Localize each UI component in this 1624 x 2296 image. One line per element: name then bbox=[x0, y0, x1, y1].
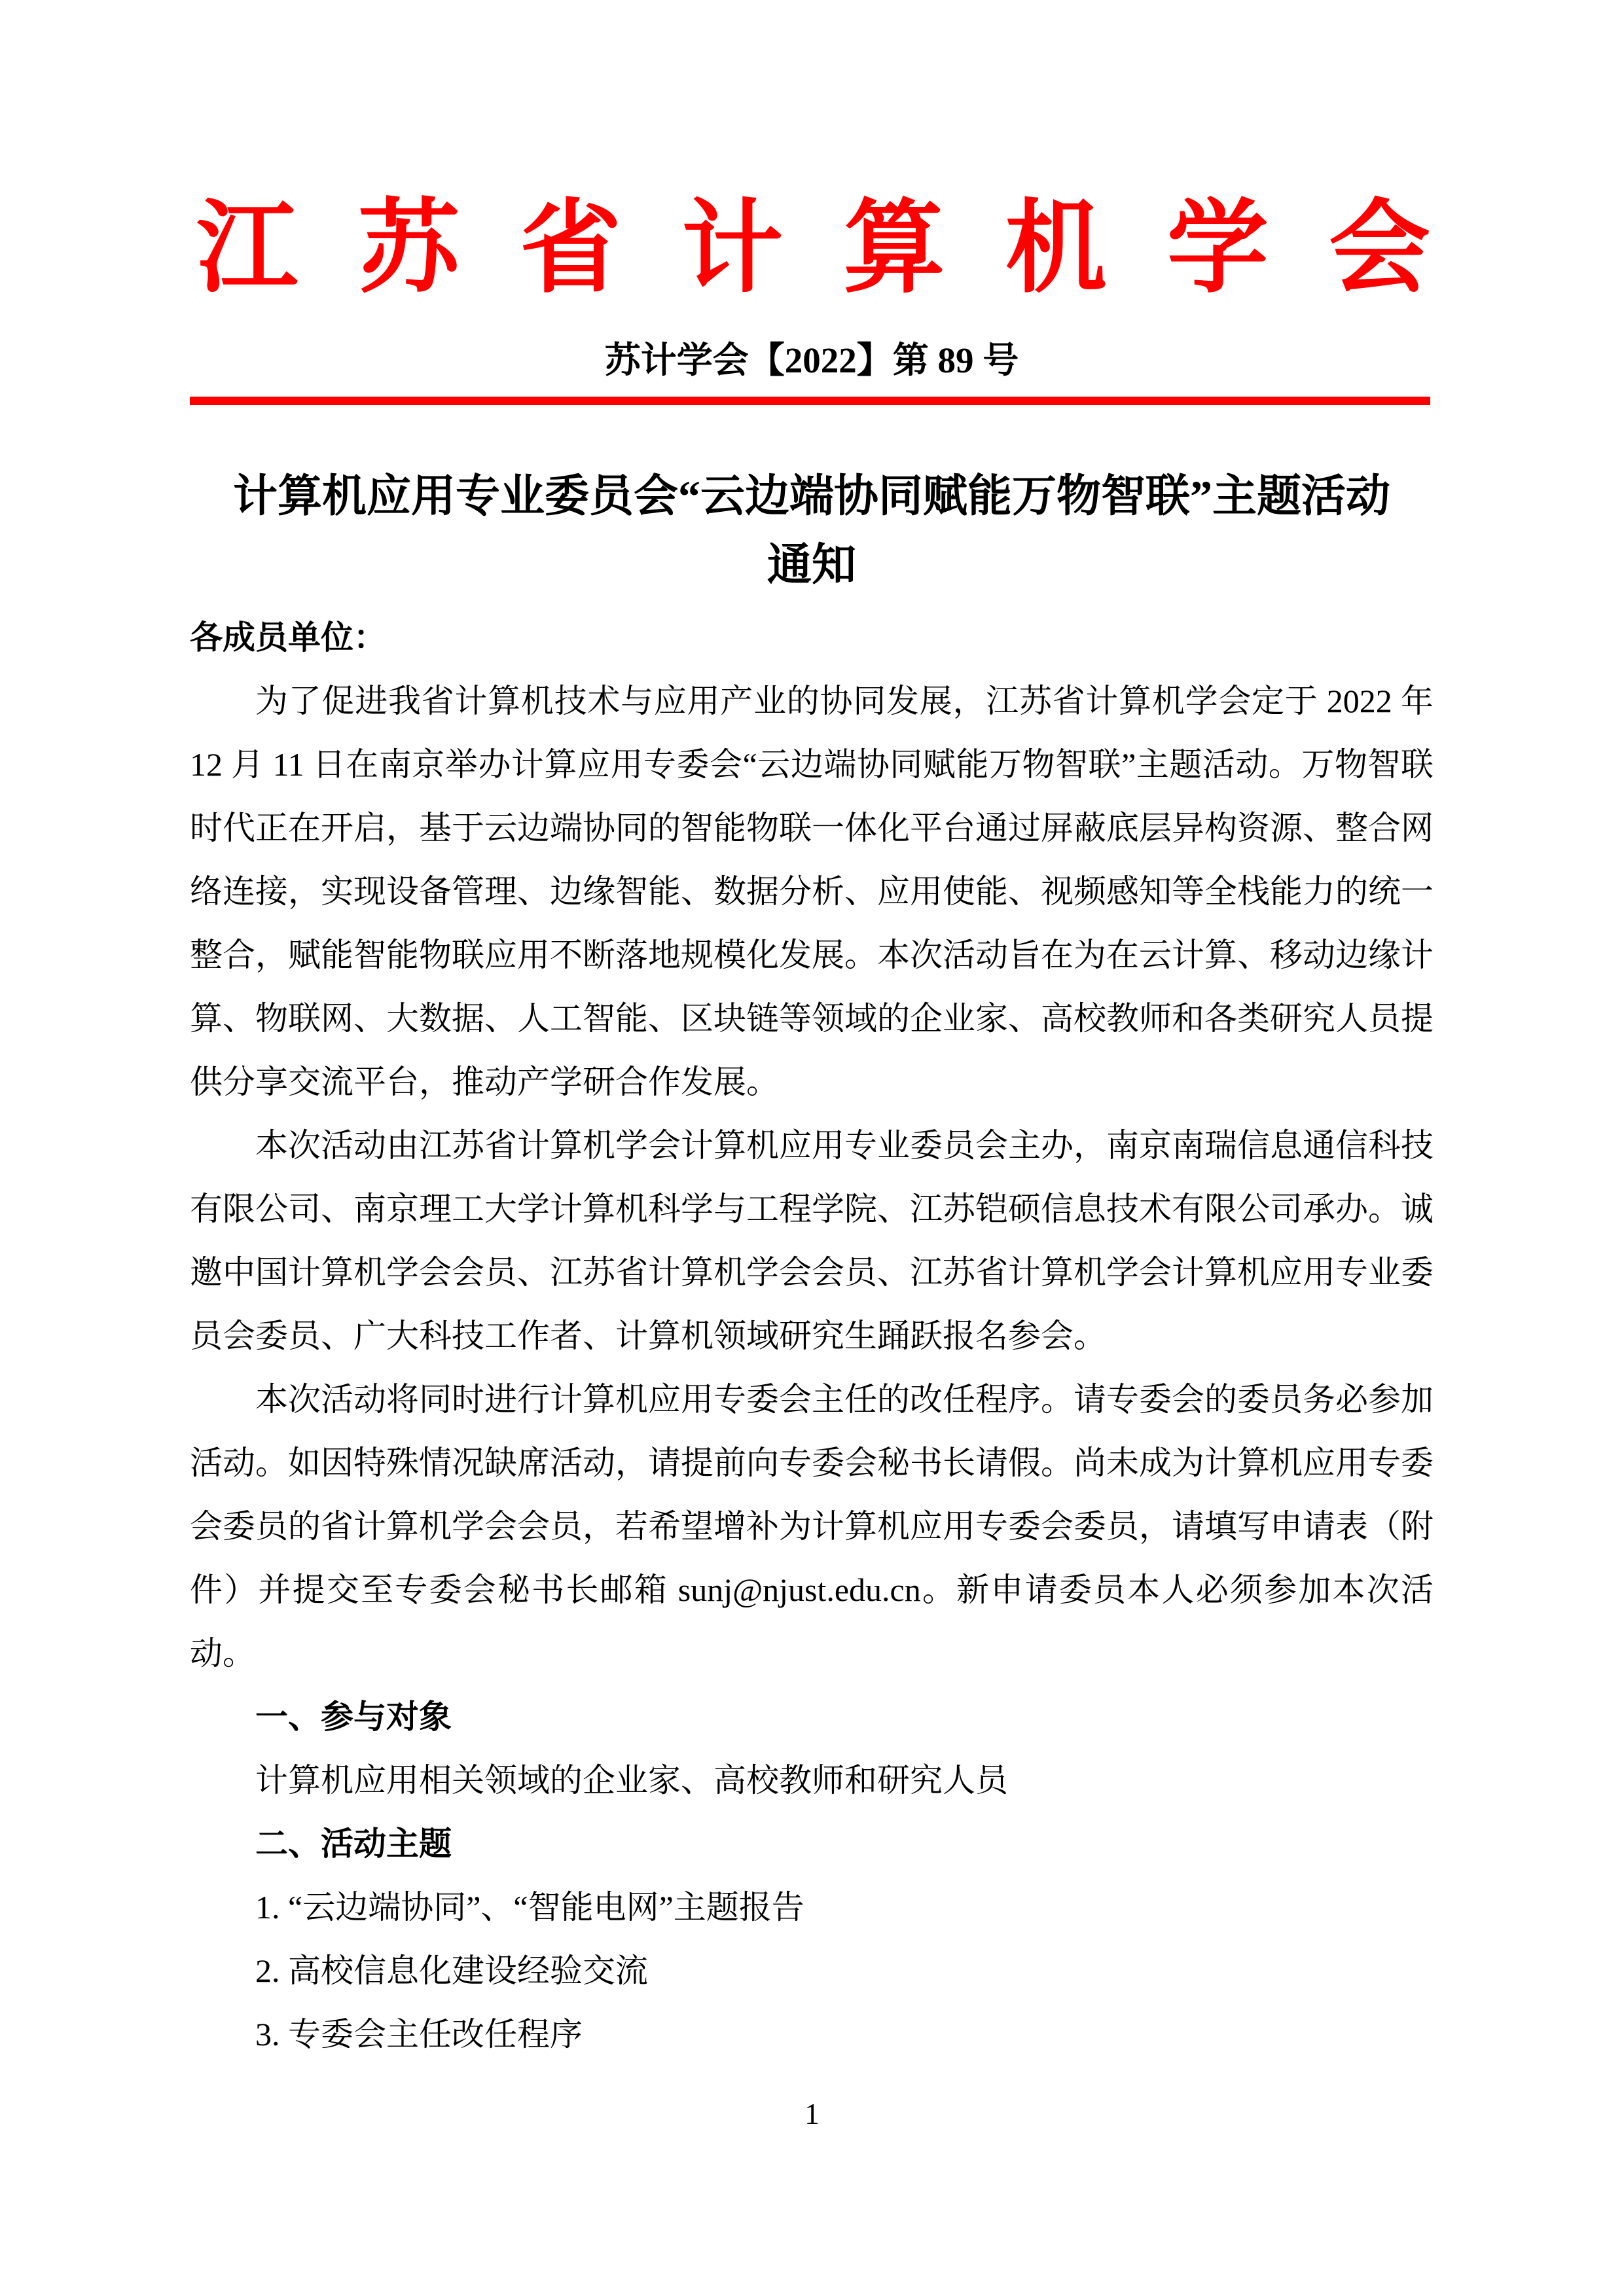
document-title-line1: 计算机应用专业委员会“云边端协同赋能万物智联”主题活动 bbox=[232, 471, 1390, 521]
topic-item-3: 3. 专委会主任改任程序 bbox=[255, 2016, 583, 2053]
organization-title bbox=[196, 192, 1430, 305]
document-body bbox=[190, 606, 1434, 2066]
paragraph-3: 本次活动将同时进行计算机应用专委会主任的改任程序。请专委会的委员务必参加活动。如因特殊情况缺席活动，请提前向专委会秘书长请假。尚未成为计算机应用专委会委员的省计算机学会会员，若希望增补为计算机应用专委会委员，请填写申请表（附件）并提交至专委会秘书长邮箱 sunj@njust.edu.cn。新申请委员本人必须参加本次活动。 bbox=[190, 1381, 1434, 1672]
paragraph-1: 为了促进我省计算机技术与应用产业的协同发展，江苏省计算机学会定于 2022 年 12 月 11 日在南京举办计算应用专委会“云边端协同赋能万物智联”主题活动。万物智联时代正在开启，基于云边端协同的智能物联一体化平台通过屏蔽底层异构资源、整合网络连接，实现设备管理、边缘智能、数据分析、应用使能、视频感知等全栈能力的统一整合，赋能智能物联应用不断落地规模化发展。本次活动旨在为在云计算、移动边缘计算、物联网、大数据、人工智能、区块链等领域的企业家、高校教师和各类研究人员提供分享交流平台，推动产学研合作发展。 bbox=[190, 683, 1434, 1100]
org-title-char: 机 bbox=[1005, 192, 1107, 305]
org-title-char: 苏 bbox=[358, 192, 460, 305]
topic-item-2: 2. 高校信息化建设经验交流 bbox=[255, 1952, 648, 1989]
org-title-char: 省 bbox=[520, 192, 622, 305]
org-title-char: 学 bbox=[1166, 192, 1269, 305]
section-participants-content: 计算机应用相关领域的企业家、高校教师和研究人员 bbox=[255, 1762, 1008, 1799]
section-heading-participants: 一、参与对象 bbox=[255, 1698, 452, 1735]
org-title-char: 会 bbox=[1328, 192, 1430, 305]
red-divider-line bbox=[190, 397, 1430, 405]
org-title-char: 算 bbox=[843, 192, 945, 305]
salutation: 各成员单位： bbox=[190, 619, 386, 656]
paragraph-2: 本次活动由江苏省计算机学会计算机应用专业委员会主办，南京南瑞信息通信科技有限公司、南京理工大学计算机科学与工程学院、江苏铠硕信息技术有限公司承办。诚邀中国计算机学会会员、江苏省计算机学会会员、江苏省计算机学会计算机应用专业委员会委员、广大科技工作者、计算机领域研究生踊跃报名参会。 bbox=[190, 1127, 1434, 1354]
topic-item-1: 1. “云边端协同”、“智能电网”主题报告 bbox=[255, 1889, 804, 1926]
org-title-char: 计 bbox=[681, 192, 784, 305]
document-number: 苏计学会【2022】第 89 号 bbox=[604, 340, 1019, 380]
org-title-char: 江 bbox=[196, 192, 298, 305]
section-heading-topics: 二、活动主题 bbox=[255, 1825, 452, 1862]
document-title-line2: 通知 bbox=[767, 540, 856, 590]
page-number: 1 bbox=[804, 2098, 820, 2130]
document-title bbox=[190, 462, 1434, 600]
